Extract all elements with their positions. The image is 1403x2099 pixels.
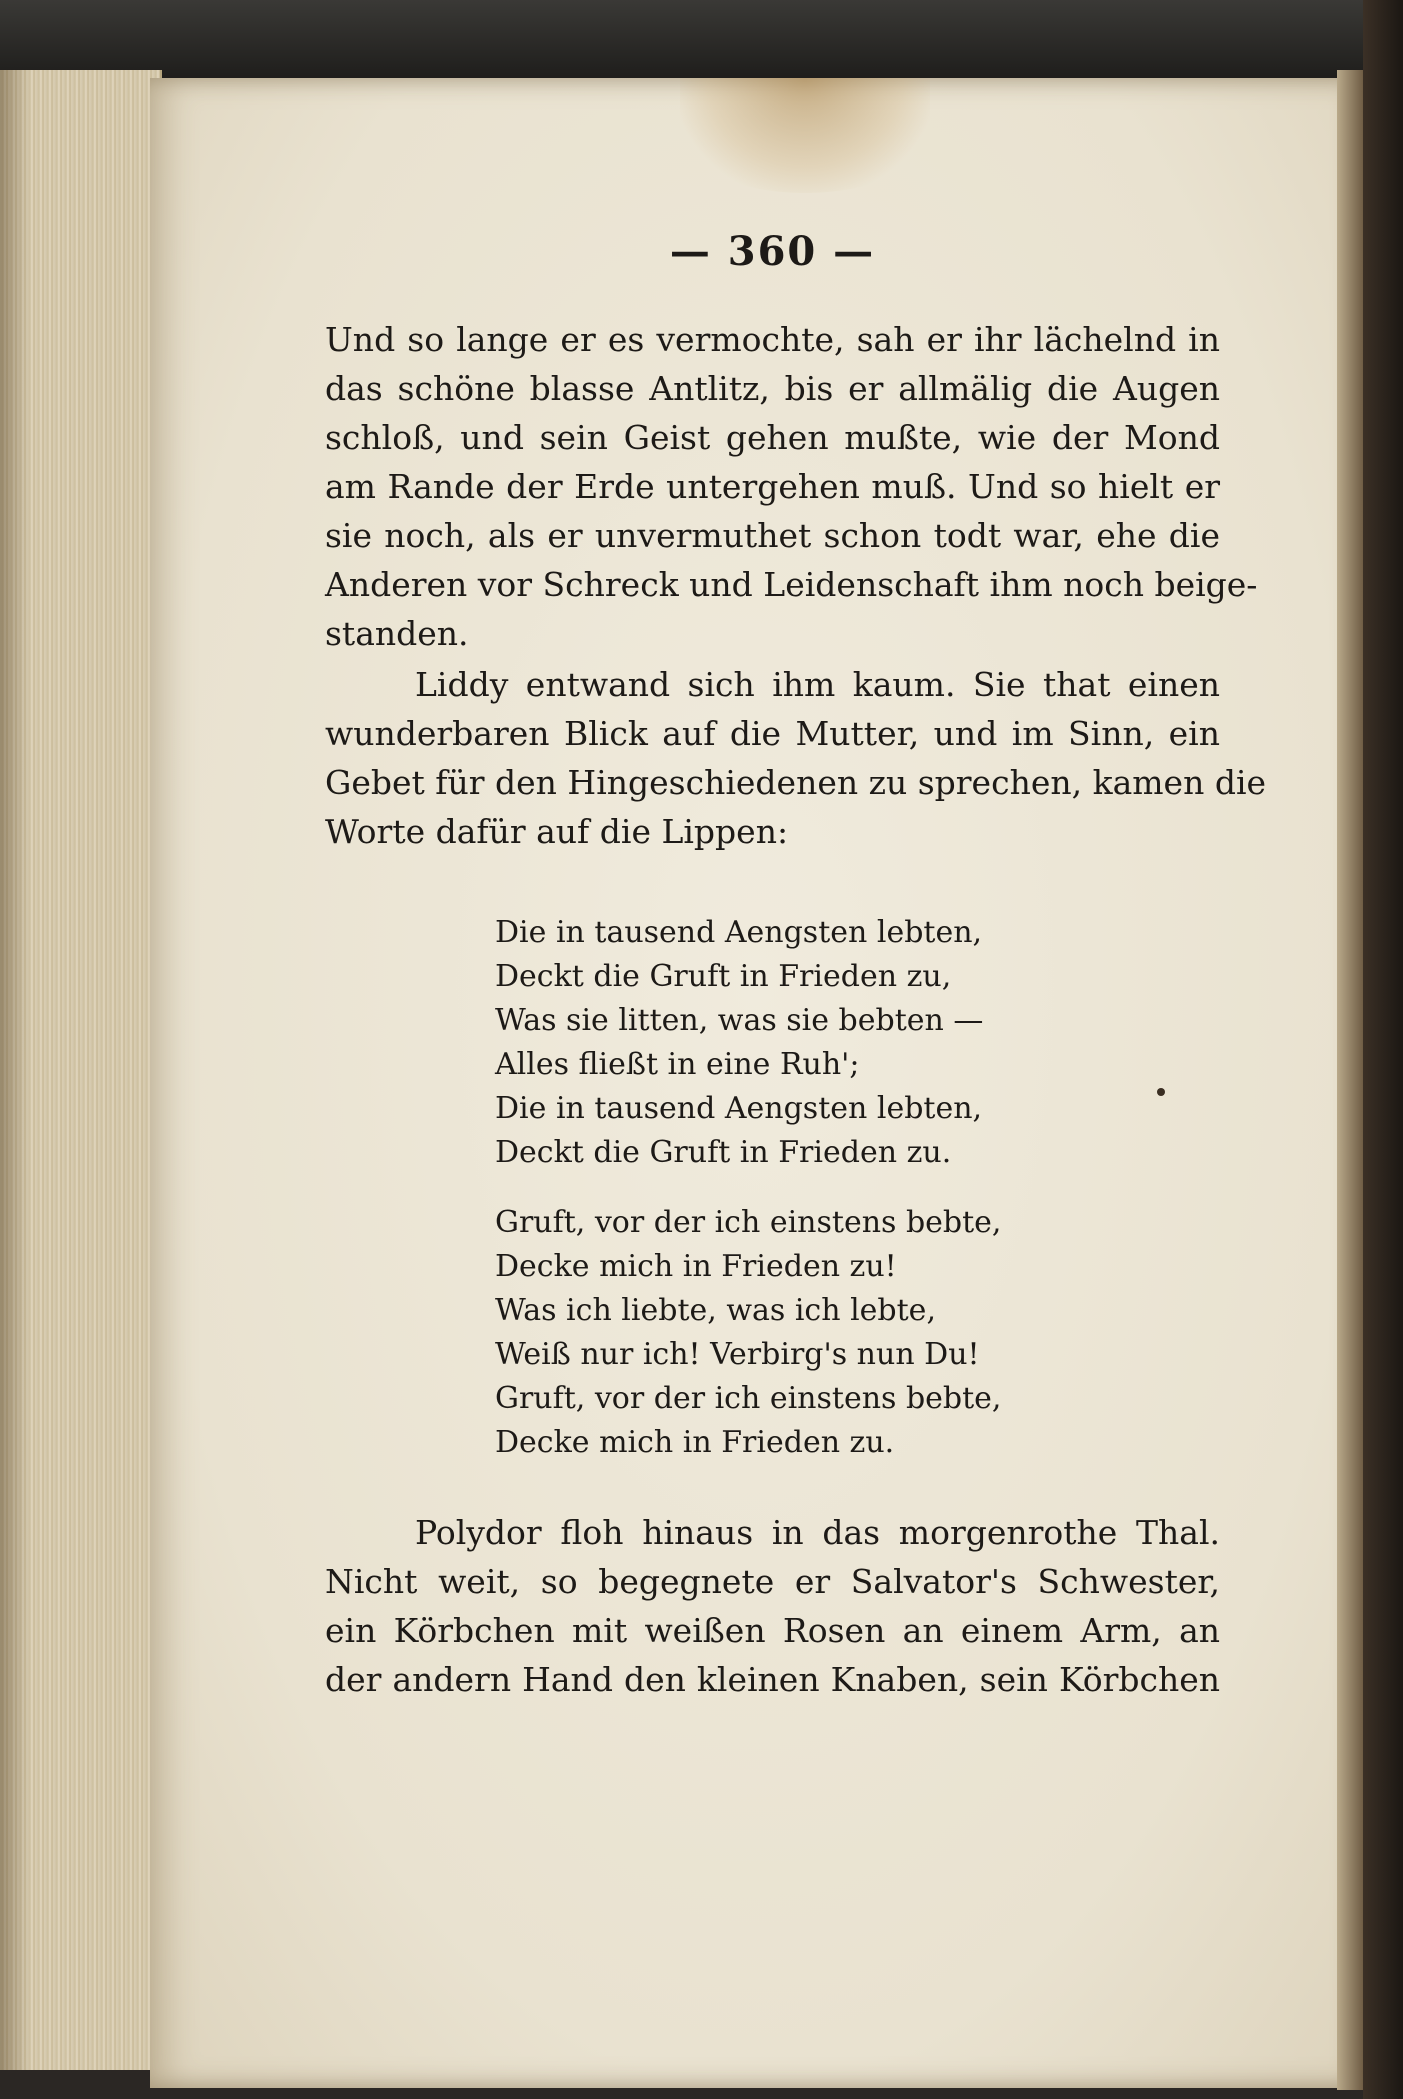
text-line: schloß, und sein Geist gehen mußte, wie der Mond	[325, 418, 1220, 457]
verse-line: Alles fließt in eine Ruh';	[495, 1047, 860, 1082]
text-line: der andern Hand den kleinen Knaben, sein Körbchen	[325, 1660, 1220, 1699]
text-line: sie noch, als er unvermuthet schon todt war, ehe die	[325, 516, 1220, 555]
water-stain	[680, 78, 930, 193]
verse-line: Was sie litten, was sie bebten —	[495, 1003, 984, 1038]
text-line: ein Körbchen mit weißen Rosen an einem Arm, an	[325, 1611, 1220, 1650]
book-right-edge	[1337, 70, 1363, 2090]
text-line: am Rande der Erde untergehen muß. Und so hielt er	[325, 467, 1220, 506]
scan-background-top	[0, 0, 1403, 80]
page-number: — 360 —	[669, 228, 876, 275]
text-line: Worte dafür auf die Lippen:	[325, 812, 789, 851]
page-edges-shadow	[0, 70, 30, 2070]
text-line: das schöne blasse Antlitz, bis er allmälig die Augen	[325, 369, 1220, 408]
text-line: Polydor floh hinaus in das morgenrothe Thal.	[415, 1513, 1220, 1552]
verse-line: Weiß nur ich! Verbirg's nun Du!	[495, 1337, 980, 1372]
verse-line: Decke mich in Frieden zu!	[495, 1249, 897, 1284]
verse-line: Die in tausend Aengsten lebten,	[495, 915, 983, 950]
text-line: Und so lange er es vermochte, sah er ihr lächelnd in	[325, 320, 1220, 359]
verse-line: Was ich liebte, was ich lebte,	[495, 1293, 936, 1328]
scan-background-right	[1363, 0, 1403, 2099]
verse-line: Die in tausend Aengsten lebten,	[495, 1091, 983, 1126]
text-line: wunderbaren Blick auf die Mutter, und im Sinn, ein	[325, 714, 1220, 753]
text-line: Nicht weit, so begegnete er Salvator's Schwester,	[325, 1562, 1220, 1601]
text-line: standen.	[325, 614, 469, 653]
verse-line: Deckt die Gruft in Frieden zu,	[495, 959, 952, 994]
text-line: Anderen vor Schreck und Leidenschaft ihm noch beige-	[325, 565, 1258, 604]
verse-line: Gruft, vor der ich einstens bebte,	[495, 1381, 1002, 1416]
verse-line: Deckt die Gruft in Frieden zu.	[495, 1135, 952, 1170]
text-line: Gebet für den Hingeschiedenen zu sprechen, kamen die	[325, 763, 1267, 802]
verse-line: Gruft, vor der ich einstens bebte,	[495, 1205, 1002, 1240]
ink-spot	[1157, 1088, 1165, 1096]
text-line: Liddy entwand sich ihm kaum. Sie that einen	[415, 665, 1220, 704]
verse-line: Decke mich in Frieden zu.	[495, 1425, 895, 1460]
